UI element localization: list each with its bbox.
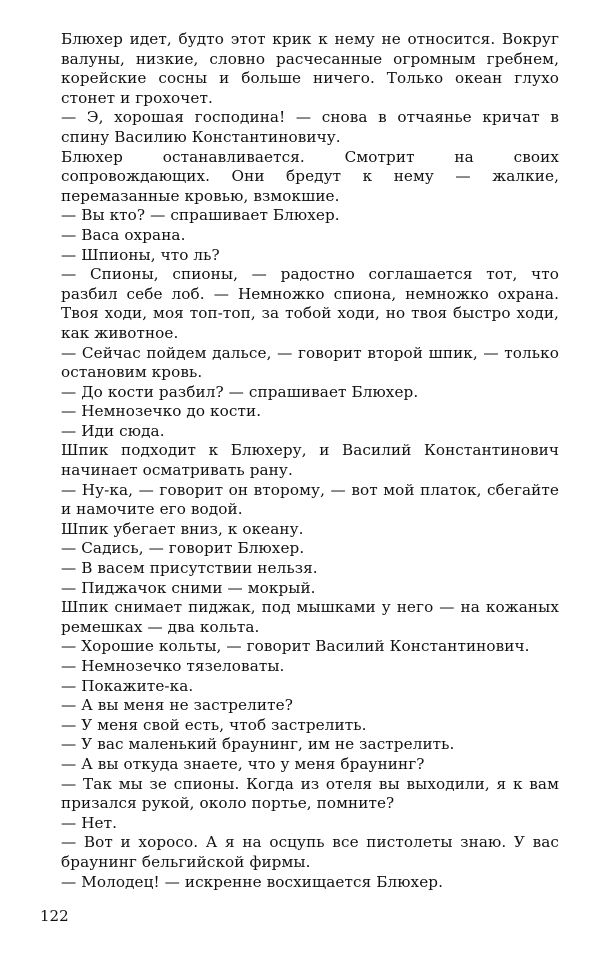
paragraph: — Вот и хоросо. А я на осцупь все пистолеты знаю. У вас браунинг бельгийской фирмы. [61,833,559,871]
paragraph: Блюхер останавливается. Смотрит на своих сопровождающих. Они бредут к нему — жалкие, перемазанные кровью, взмокшие. [61,147,559,205]
paragraph: Шпик снимает пиджак, под мышками у него — на кожаных ремешках — два кольта. [61,598,559,636]
paragraph: — Пиджачок сними — мокрый. [61,578,316,597]
paragraph: — Немнозечко тязеловаты. [61,657,285,675]
paragraph: — А вы меня не застрелите? [61,696,293,715]
paragraph: — Спионы, спионы, — радостно соглашается тот, что разбил себе лоб. — Немножко спиона, немножко охрана. Твоя ходи, моя топ-топ, за тобой ходи, но твоя быстро ходи, как животное. [61,265,559,342]
page-text [61,30,559,892]
paragraph: — Так мы зе спионы. Когда из отеля вы выходили, я к вам призался рукой, около портье, помните? [61,774,559,813]
paragraph: — Немнозечко до кости. [61,402,262,421]
paragraph: — Шпионы, что ль? [61,245,220,264]
paragraph: — У вас маленький браунинг, им не застрелить. [61,735,455,754]
paragraph: — А вы откуда знаете, что у меня браунинг? [61,754,425,773]
paragraph: — Ну-ка, — говорит он второму, — вот мой платок, сбегайте и намочите его водой. [61,480,559,519]
paragraph: — В васем присутствии нельзя. [61,559,318,578]
paragraph: — Сейчас пойдем дальсе, — говорит второй шпик, — только остановим кровь. [61,343,559,382]
paragraph: — Покажите-ка. [61,676,194,695]
paragraph: — Иди сюда. [61,421,165,440]
paragraph: Шпик подходит к Блюхеру, и Василий Константинович начинает осматривать рану. [61,441,559,480]
paragraph: — До кости разбил? — спрашивает Блюхер. [61,382,419,401]
paragraph: — Вы кто? — спрашивает Блюхер. [61,206,340,225]
paragraph: — Хорошие кольты, — говорит Василий Константинович. [61,637,530,656]
page-number: 122 [40,907,69,925]
paragraph: — Э, хорошая господина! — снова в отчаянье кричат в спину Василию Константиновичу. [61,108,559,146]
paragraph: Блюхер идет, будто этот крик к нему не относится. Вокруг валуны, низкие, словно расчесанные огромным гребнем, корейские сосны и больше ничего. Только океан глухо стонет и грохочет. [61,30,559,107]
paragraph: — Васа охрана. [61,225,186,244]
paragraph: — Молодец! — искренне восхищается Блюхер. [61,872,444,891]
paragraph: — Нет. [61,813,118,832]
paragraph: — Садись, — говорит Блюхер. [61,539,305,558]
paragraph: — У меня свой есть, чтоб застрелить. [61,715,367,734]
paragraph: Шпик убегает вниз, к океану. [61,519,304,538]
